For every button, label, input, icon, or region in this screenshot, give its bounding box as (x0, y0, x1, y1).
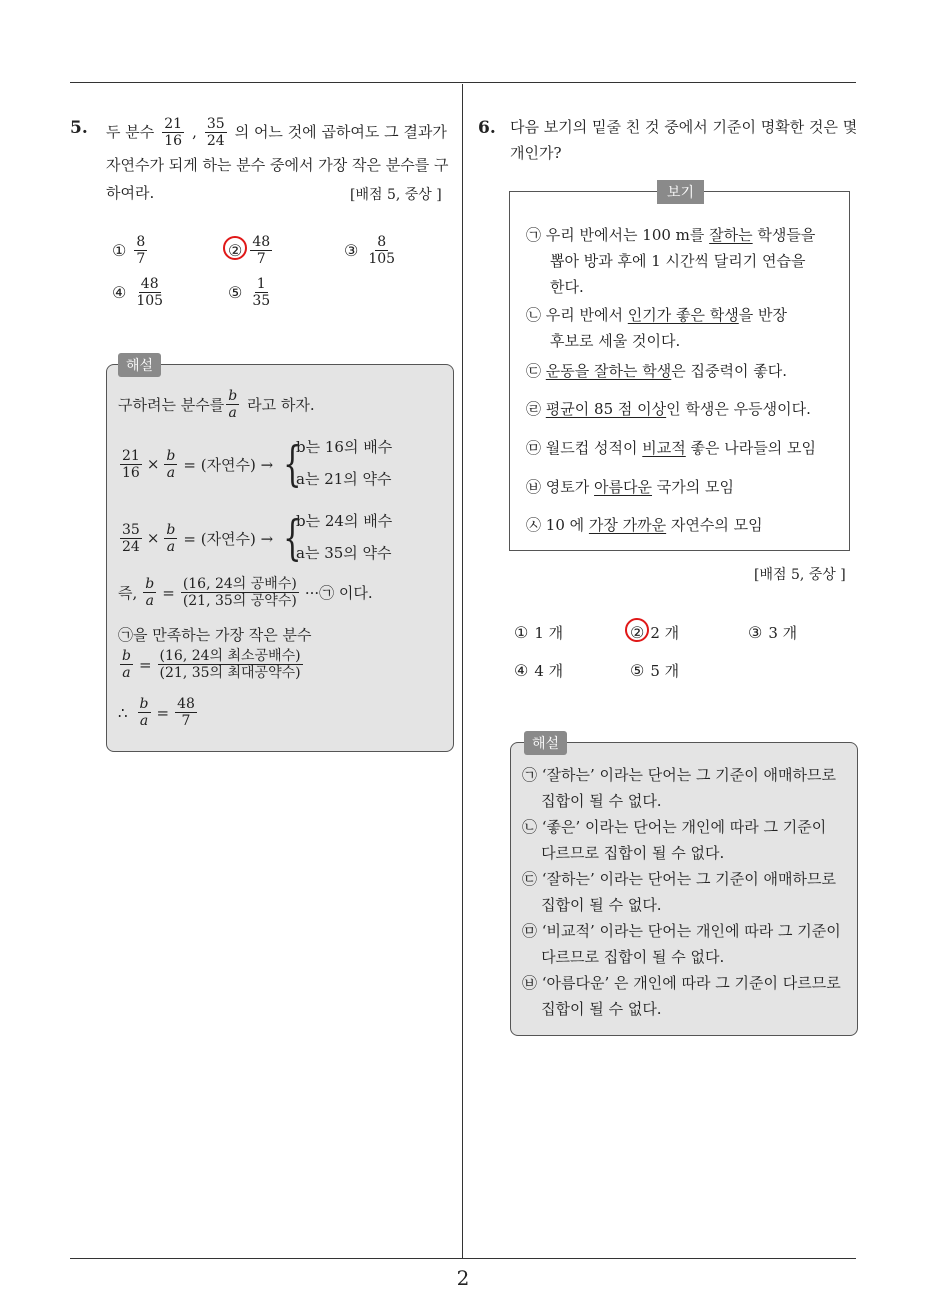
frac-num: b (145, 576, 155, 592)
selected-circle-icon (625, 618, 649, 642)
frac-den: a (166, 538, 176, 555)
frac-num: 35 (122, 521, 140, 538)
item-underlined: 가장 가까운 (588, 516, 667, 534)
option-mark: ⑤ (228, 283, 243, 302)
q5-frac1 (162, 116, 184, 149)
q6-option-4[interactable] (514, 660, 563, 681)
item-mark: ㉠ (526, 226, 542, 244)
frac-den: a (122, 665, 131, 681)
item-underlined: 비교적 (642, 439, 686, 457)
bottom-rule (70, 1258, 856, 1259)
frac-den: (21, 35의 최대공약수) (159, 665, 301, 681)
sol-text: 라고 하자. (247, 396, 315, 414)
item-mark: ㉥ (526, 478, 542, 496)
frac-num: b (139, 696, 149, 712)
frac-den: (21, 35의 공약수) (182, 593, 297, 609)
bogi-item-1-cont2 (550, 276, 584, 297)
option-mark: ④ (514, 661, 529, 680)
frac-den: a (228, 405, 237, 421)
q5-frac2 (205, 116, 227, 149)
q5-option-5[interactable] (228, 276, 274, 309)
bogi-item-1-cont1 (550, 250, 806, 271)
q5-option-1[interactable] (112, 234, 149, 267)
frac-num: 48 (177, 696, 195, 712)
q5-option-3[interactable] (344, 234, 399, 267)
q5-text-pre: 두 분수 (106, 123, 155, 141)
item-underlined: 잘하는 (709, 226, 753, 244)
times-sign: × (146, 529, 160, 547)
sol-frac-ba (138, 696, 151, 729)
sol-frac-lcm (158, 648, 303, 681)
option-den: 7 (136, 251, 146, 267)
frac-den: a (145, 593, 154, 609)
option-mark-glyph: ② (228, 241, 243, 260)
therefore-sign: ∴ (118, 703, 128, 722)
item-text: 학생들을 (752, 226, 816, 244)
bogi-item-5 (526, 437, 816, 458)
option-label: 2 개 (650, 624, 680, 642)
frac-den: 7 (181, 713, 191, 729)
q5-frac1-num: 21 (164, 116, 183, 132)
item-text: 10 에 (545, 516, 589, 534)
eq1-top: b는 16의 배수 (296, 438, 393, 456)
option-fraction (250, 276, 272, 309)
sol-frac-ba (226, 388, 239, 421)
option-num: 8 (377, 234, 387, 250)
frac-num: b (166, 447, 176, 464)
item-text: 우리 반에서 (545, 306, 628, 324)
column-divider (462, 84, 463, 1258)
q5-option-4[interactable] (112, 276, 167, 309)
eq-result: = (자연수) → (183, 455, 274, 474)
frac-den: a (139, 713, 149, 729)
item-text: 영토가 (545, 478, 595, 496)
frac-den: a (166, 464, 176, 481)
sol-text: ···㉠ 이다. (304, 584, 373, 602)
option-den: 7 (256, 251, 266, 267)
bogi-tag: 보기 (657, 180, 704, 204)
q5-frac1-den: 16 (164, 133, 183, 149)
bogi-item-6 (526, 476, 734, 497)
option-mark: ⑤ (630, 661, 645, 680)
q5-sol-eq1 (118, 436, 312, 492)
option-label: 5 개 (650, 662, 680, 680)
item-mark: ㉡ (526, 306, 542, 324)
option-num: 48 (252, 234, 271, 250)
option-fraction (134, 234, 147, 267)
q5-frac2-den: 24 (206, 133, 225, 149)
q6-sol-line: 집합이 될 수 없다. (522, 1000, 662, 1018)
left-brace-icon: { (283, 510, 302, 566)
q6-option-3[interactable] (748, 622, 797, 643)
option-mark: ③ (344, 241, 359, 260)
item-text: 뽑아 방과 후에 1 시간씩 달리기 연습을 (550, 252, 806, 270)
q5-text-post: 의 어느 것에 곱하여도 그 결과가 (234, 123, 447, 141)
q6-sol-line: 다르므로 집합이 될 수 없다. (522, 948, 725, 966)
option-mark: ④ (112, 283, 127, 302)
q5-option-2[interactable] (228, 234, 274, 267)
q6-option-5[interactable] (630, 660, 679, 681)
q6-sol-line: 집합이 될 수 없다. (522, 896, 662, 914)
q5-comma: , (192, 123, 197, 141)
equals-sign: = (162, 583, 175, 602)
q5-number: 5. (70, 118, 88, 138)
frac-den: 16 (122, 464, 140, 481)
sol-frac-common (181, 576, 299, 609)
option-fraction (250, 234, 272, 267)
q6-sol-line: ㉥ ‘아름다운’ 은 개인에 따라 그 기준이 다르므로 (522, 974, 841, 992)
option-mark-glyph: ② (630, 623, 645, 642)
q6-option-2[interactable] (630, 622, 679, 643)
item-text: 인 학생은 우등생이다. (666, 400, 811, 418)
item-underlined: 인기가 좋은 학생 (627, 306, 739, 324)
bogi-item-2 (526, 304, 787, 325)
eq2-frac-ba (164, 522, 177, 555)
option-mark (228, 241, 242, 260)
q6-sol-line: ㉡ ‘좋은’ 이라는 단어는 개인에 따라 그 기준이 (522, 818, 827, 836)
item-text: 자연수의 모임 (666, 516, 763, 534)
option-mark: ③ (748, 623, 763, 642)
q5-sol-line5: ㉠을 만족하는 가장 작은 분수 (118, 626, 312, 644)
q5-line2: 자연수가 되게 하는 분수 중에서 가장 작은 분수를 구 (106, 156, 449, 174)
q6-number: 6. (478, 118, 496, 138)
eq2-bottom: a는 35의 약수 (296, 544, 392, 562)
q6-option-1[interactable] (514, 622, 563, 643)
sol-frac-answer (175, 696, 197, 729)
sol-frac-ba (143, 576, 156, 609)
equals-sign: = (138, 655, 152, 674)
eq2-top: b는 24의 배수 (296, 512, 393, 530)
option-fraction (366, 234, 397, 267)
frac-num: b (166, 521, 176, 538)
item-text: 을 반장 (738, 306, 788, 324)
q5-sol-eq2 (118, 510, 312, 566)
item-text: 월드컵 성적이 (545, 439, 643, 457)
bogi-item-3 (526, 360, 787, 381)
option-num: 8 (136, 234, 146, 250)
sol-frac-ba (120, 648, 133, 681)
page-number: 2 (456, 1266, 470, 1290)
times-sign: × (146, 455, 160, 473)
selected-circle-icon (223, 236, 247, 260)
bogi-item-2-cont (550, 330, 680, 351)
left-brace-icon: { (283, 436, 302, 492)
q5-solution-tag: 해설 (118, 353, 161, 377)
option-mark (630, 623, 644, 642)
bogi-item-1 (526, 224, 815, 245)
item-text: 은 집중력이 좋다. (671, 362, 788, 380)
bogi-item-7 (526, 514, 763, 535)
sol-text: 구하려는 분수를 (118, 396, 225, 414)
eq1-frac-ba (164, 448, 177, 481)
frac-num: b (228, 388, 238, 404)
option-label: 4 개 (534, 662, 564, 680)
q6-solution-tag: 해설 (524, 731, 567, 755)
item-mark: ㉤ (526, 439, 542, 457)
q6-line1: 다음 보기의 밑줄 친 것 중에서 기준이 명확한 것은 몇 (510, 118, 858, 136)
item-text: 국가의 모임 (652, 478, 735, 496)
frac-num: b (122, 648, 131, 664)
q6-sol-line: ㉠ ‘잘하는’ 이라는 단어는 그 기준이 애매하므로 (522, 766, 836, 784)
frac-num: (16, 24의 최소공배수) (159, 648, 301, 664)
item-text: 한다. (550, 278, 584, 296)
frac-num: (16, 24의 공배수) (182, 576, 297, 592)
option-num: 1 (256, 276, 266, 292)
q6-sol-line: ㉤ ‘비교적’ 이라는 단어는 개인에 따라 그 기준이 (522, 922, 841, 940)
bogi-item-4 (526, 398, 811, 419)
option-num: 48 (140, 276, 159, 292)
frac-den: 24 (122, 538, 140, 555)
q5-score: [배점 5, 중상 ] (350, 187, 442, 203)
q5-sol-line6 (118, 648, 305, 681)
q6-sol-line: 다르므로 집합이 될 수 없다. (522, 844, 725, 862)
item-text: 우리 반에서는 100 m를 (545, 226, 710, 244)
item-underlined: 운동을 잘하는 학생 (545, 362, 672, 380)
option-label: 1 개 (534, 624, 564, 642)
q5-sol-line4 (118, 576, 373, 609)
sol-text: 즉, (118, 584, 138, 602)
item-text: 후보로 세울 것이다. (550, 332, 681, 350)
option-den: 35 (252, 293, 271, 309)
q5-frac2-num: 35 (206, 116, 225, 132)
q5-sol-line7 (118, 696, 199, 729)
item-underlined: 평균이 85 점 이상 (545, 400, 667, 418)
option-mark: ① (112, 241, 127, 260)
q5-sol-line1 (118, 388, 315, 421)
option-fraction (134, 276, 165, 309)
item-mark: ㉦ (526, 516, 542, 534)
item-mark: ㉢ (526, 362, 542, 380)
eq-result: = (자연수) → (183, 529, 274, 548)
item-text: 좋은 나라들의 모임 (685, 439, 816, 457)
option-label: 3 개 (768, 624, 798, 642)
q6-sol-line: ㉢ ‘잘하는’ 이라는 단어는 그 기준이 애매하므로 (522, 870, 836, 888)
top-rule (70, 82, 856, 83)
equals-sign: = (156, 703, 170, 722)
q5-line1 (106, 116, 447, 149)
eq2-frac (120, 522, 142, 555)
option-den: 105 (368, 251, 396, 267)
option-den: 105 (136, 293, 164, 309)
option-mark: ① (514, 623, 529, 642)
q6-sol-line: 집합이 될 수 없다. (522, 792, 662, 810)
eq1-frac (120, 448, 142, 481)
q6-line2: 개인가? (510, 144, 562, 162)
item-mark: ㉣ (526, 400, 542, 418)
q5-line3: 하여라. (106, 184, 155, 202)
q6-score: [배점 5, 중상 ] (754, 567, 846, 583)
eq1-bottom: a는 21의 약수 (296, 470, 392, 488)
frac-num: 21 (122, 447, 140, 464)
item-underlined: 아름다운 (594, 478, 653, 496)
